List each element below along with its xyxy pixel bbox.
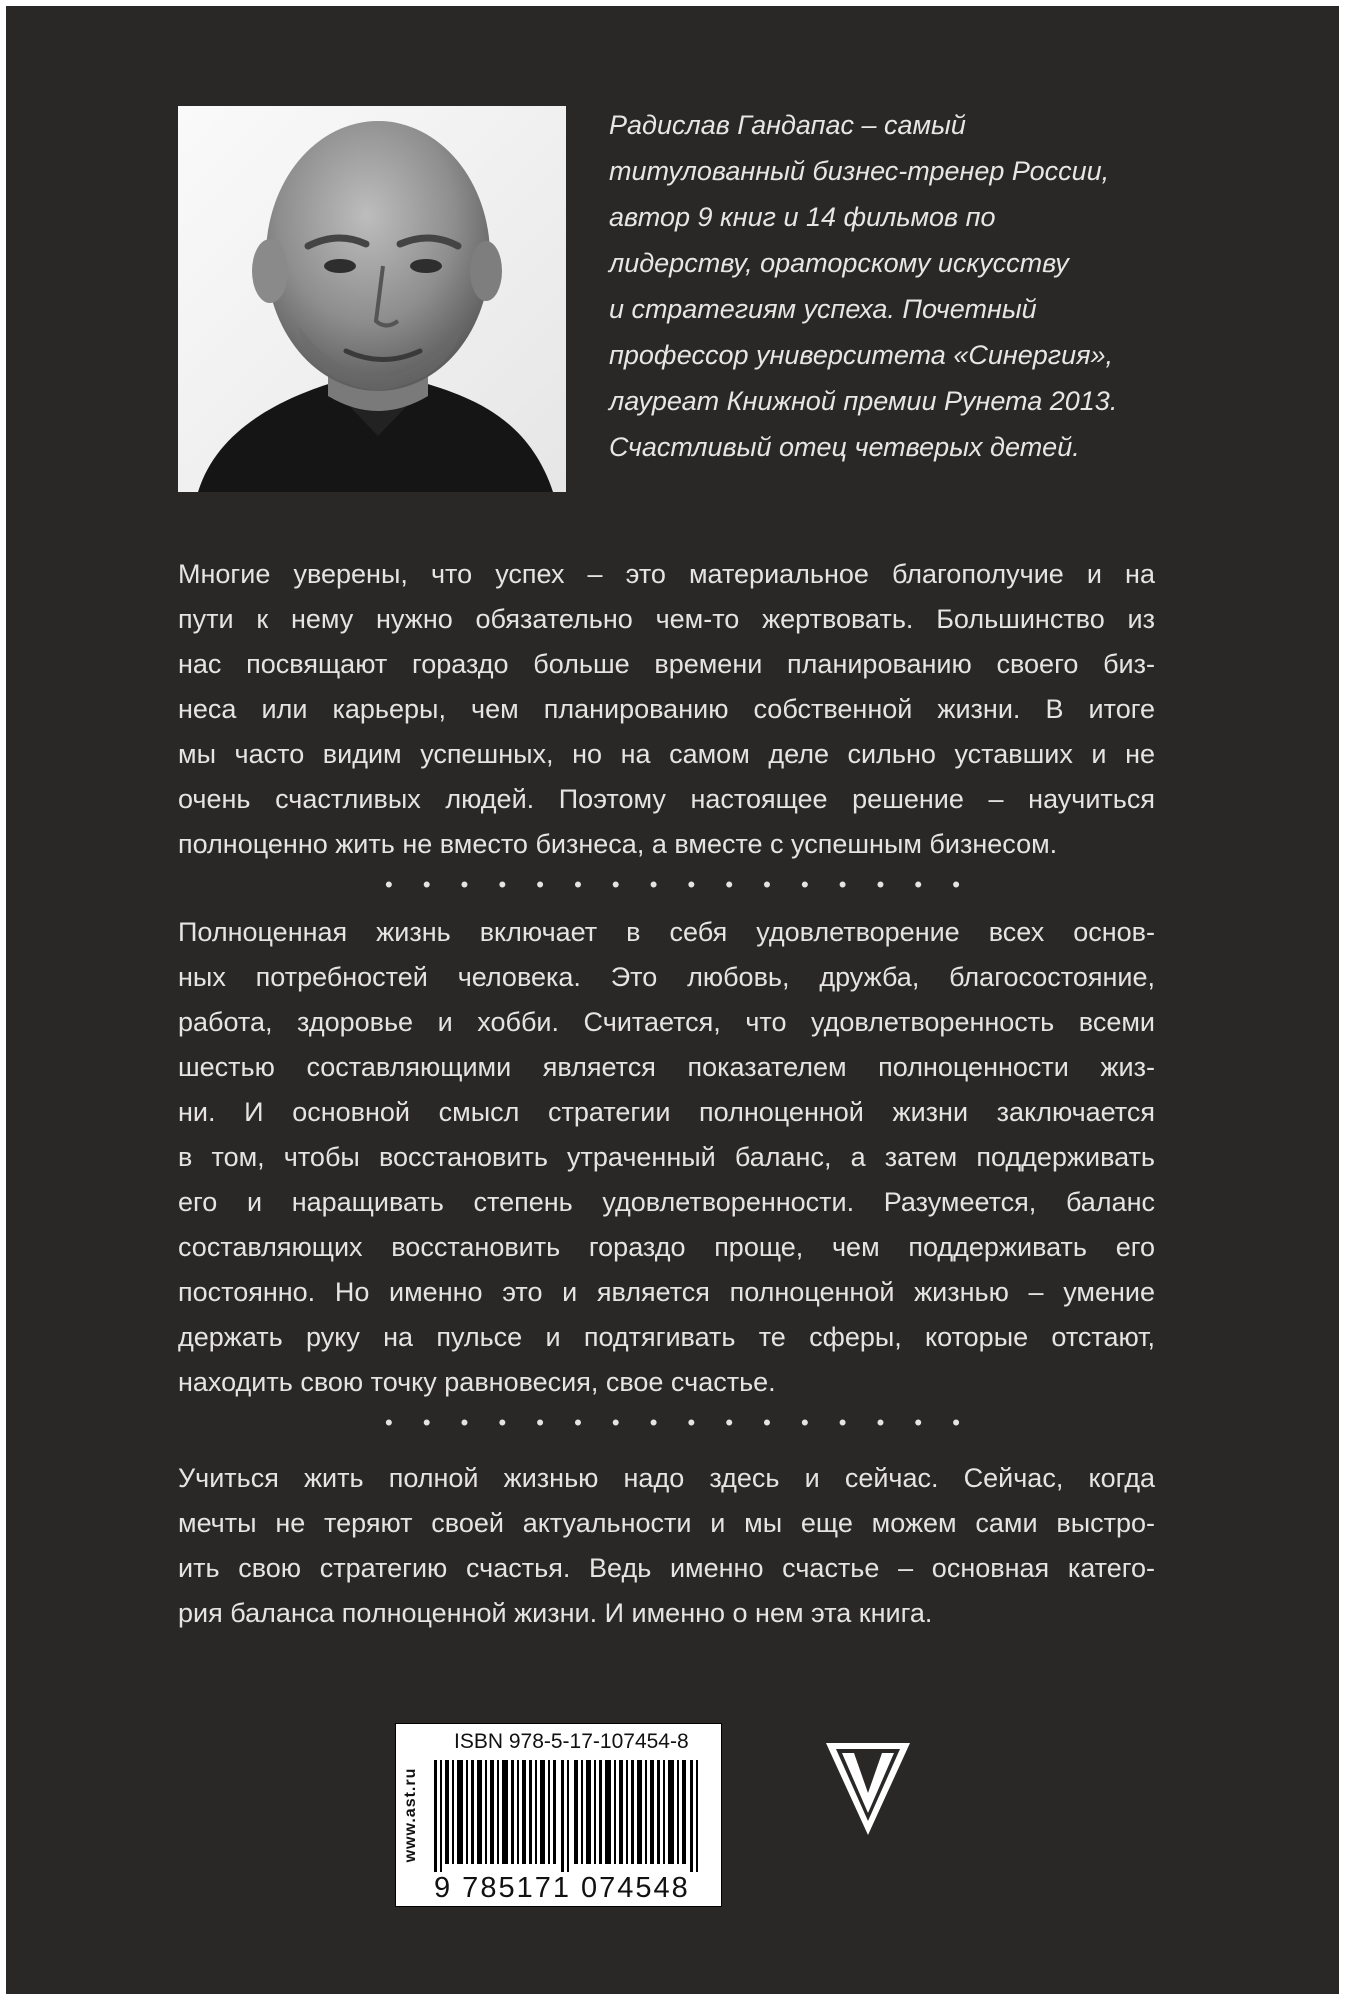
- description-paragraph-2: [178, 910, 1155, 1405]
- text-line: в том, чтобы восстановить утраченный баланс, а затем поддерживать: [178, 1142, 1155, 1172]
- isbn-barcode-box: [395, 1723, 722, 1907]
- back-cover: [6, 6, 1339, 1994]
- description-paragraph-3: [178, 1456, 1155, 1636]
- barcode-bars: [432, 1760, 712, 1872]
- text-line: держать руку на пульсе и подтягивать те сферы, которые отстают,: [178, 1322, 1155, 1352]
- text-line: составляющих восстановить гораздо проще, чем поддерживать его: [178, 1232, 1155, 1262]
- text-line: очень счастливых людей. Поэтому настоящее решение – научиться: [178, 784, 1155, 814]
- author-bio-line: Счастливый отец четверых детей.: [609, 432, 1080, 462]
- author-photo: [178, 106, 566, 492]
- author-bio-line: и стратегиям успеха. Почетный: [609, 294, 1037, 324]
- author-bio-line: профессор университета «Синергия»,: [609, 340, 1114, 370]
- author-bio-line: автор 9 книг и 14 фильмов по: [609, 202, 996, 232]
- text-line: полноценно жить не вместо бизнеса, а вместе с успешным бизнесом.: [178, 829, 1058, 859]
- text-line: ни. И основной смысл стратегии полноценной жизни заключается: [178, 1097, 1155, 1127]
- text-line: мечты не теряют своей актуальности и мы еще можем сами выстро-: [178, 1508, 1155, 1538]
- text-line: Учиться жить полной жизнью надо здесь и сейчас. Сейчас, когда: [178, 1463, 1155, 1493]
- section-divider: • • • • • • • • • • • • • • • •: [385, 1410, 972, 1435]
- text-line: мы часто видим успешных, но на самом деле сильно уставших и не: [178, 739, 1155, 769]
- text-line: рия баланса полноценной жизни. И именно о нем эта книга.: [178, 1598, 933, 1628]
- text-line: ить свою стратегию счастья. Ведь именно счастье – основная катего-: [178, 1553, 1155, 1583]
- website-label: www.ast.ru: [402, 1767, 419, 1863]
- v-triangle-logo-icon: [824, 1741, 912, 1837]
- section-divider: • • • • • • • • • • • • • • • •: [385, 872, 972, 897]
- text-line: шестью составляющими является показателем полноценности жиз-: [178, 1052, 1155, 1082]
- text-line: Полноценная жизнь включает в себя удовлетворение всех основ-: [178, 917, 1155, 947]
- description-paragraph-1: [178, 552, 1155, 867]
- author-bio-line: лауреат Книжной премии Рунета 2013.: [609, 386, 1118, 416]
- author-bio-line: титулованный бизнес-тренер России,: [609, 156, 1110, 186]
- text-line: нас посвящают гораздо больше времени планированию своего биз-: [178, 649, 1155, 679]
- author-bio: [609, 102, 1169, 470]
- text-line: Многие уверены, что успех – это материальное благополучие и на: [178, 559, 1155, 589]
- text-line: постоянно. Но именно это и является полноценной жизнью – умение: [178, 1277, 1155, 1307]
- text-line: работа, здоровье и хобби. Считается, что удовлетворенность всеми: [178, 1007, 1155, 1037]
- barcode-digits: 9 785171 074548: [434, 1872, 690, 1904]
- text-line: его и наращивать степень удовлетворенности. Разумеется, баланс: [178, 1187, 1155, 1217]
- isbn-number: ISBN 978-5-17-107454-8: [454, 1730, 689, 1753]
- text-line: пути к нему нужно обязательно чем-то жертвовать. Большинство из: [178, 604, 1155, 634]
- text-line: неса или карьеры, чем планированию собственной жизни. В итоге: [178, 694, 1155, 724]
- author-bio-line: лидерству, ораторскому искусству: [609, 248, 1069, 278]
- author-bio-line: Радислав Гандапас – самый: [609, 110, 966, 140]
- website-label-box: [396, 1724, 426, 1906]
- text-line: находить свою точку равновесия, свое счастье.: [178, 1367, 776, 1397]
- text-line: ных потребностей человека. Это любовь, дружба, благосостояние,: [178, 962, 1155, 992]
- author-portrait-image: [178, 106, 566, 492]
